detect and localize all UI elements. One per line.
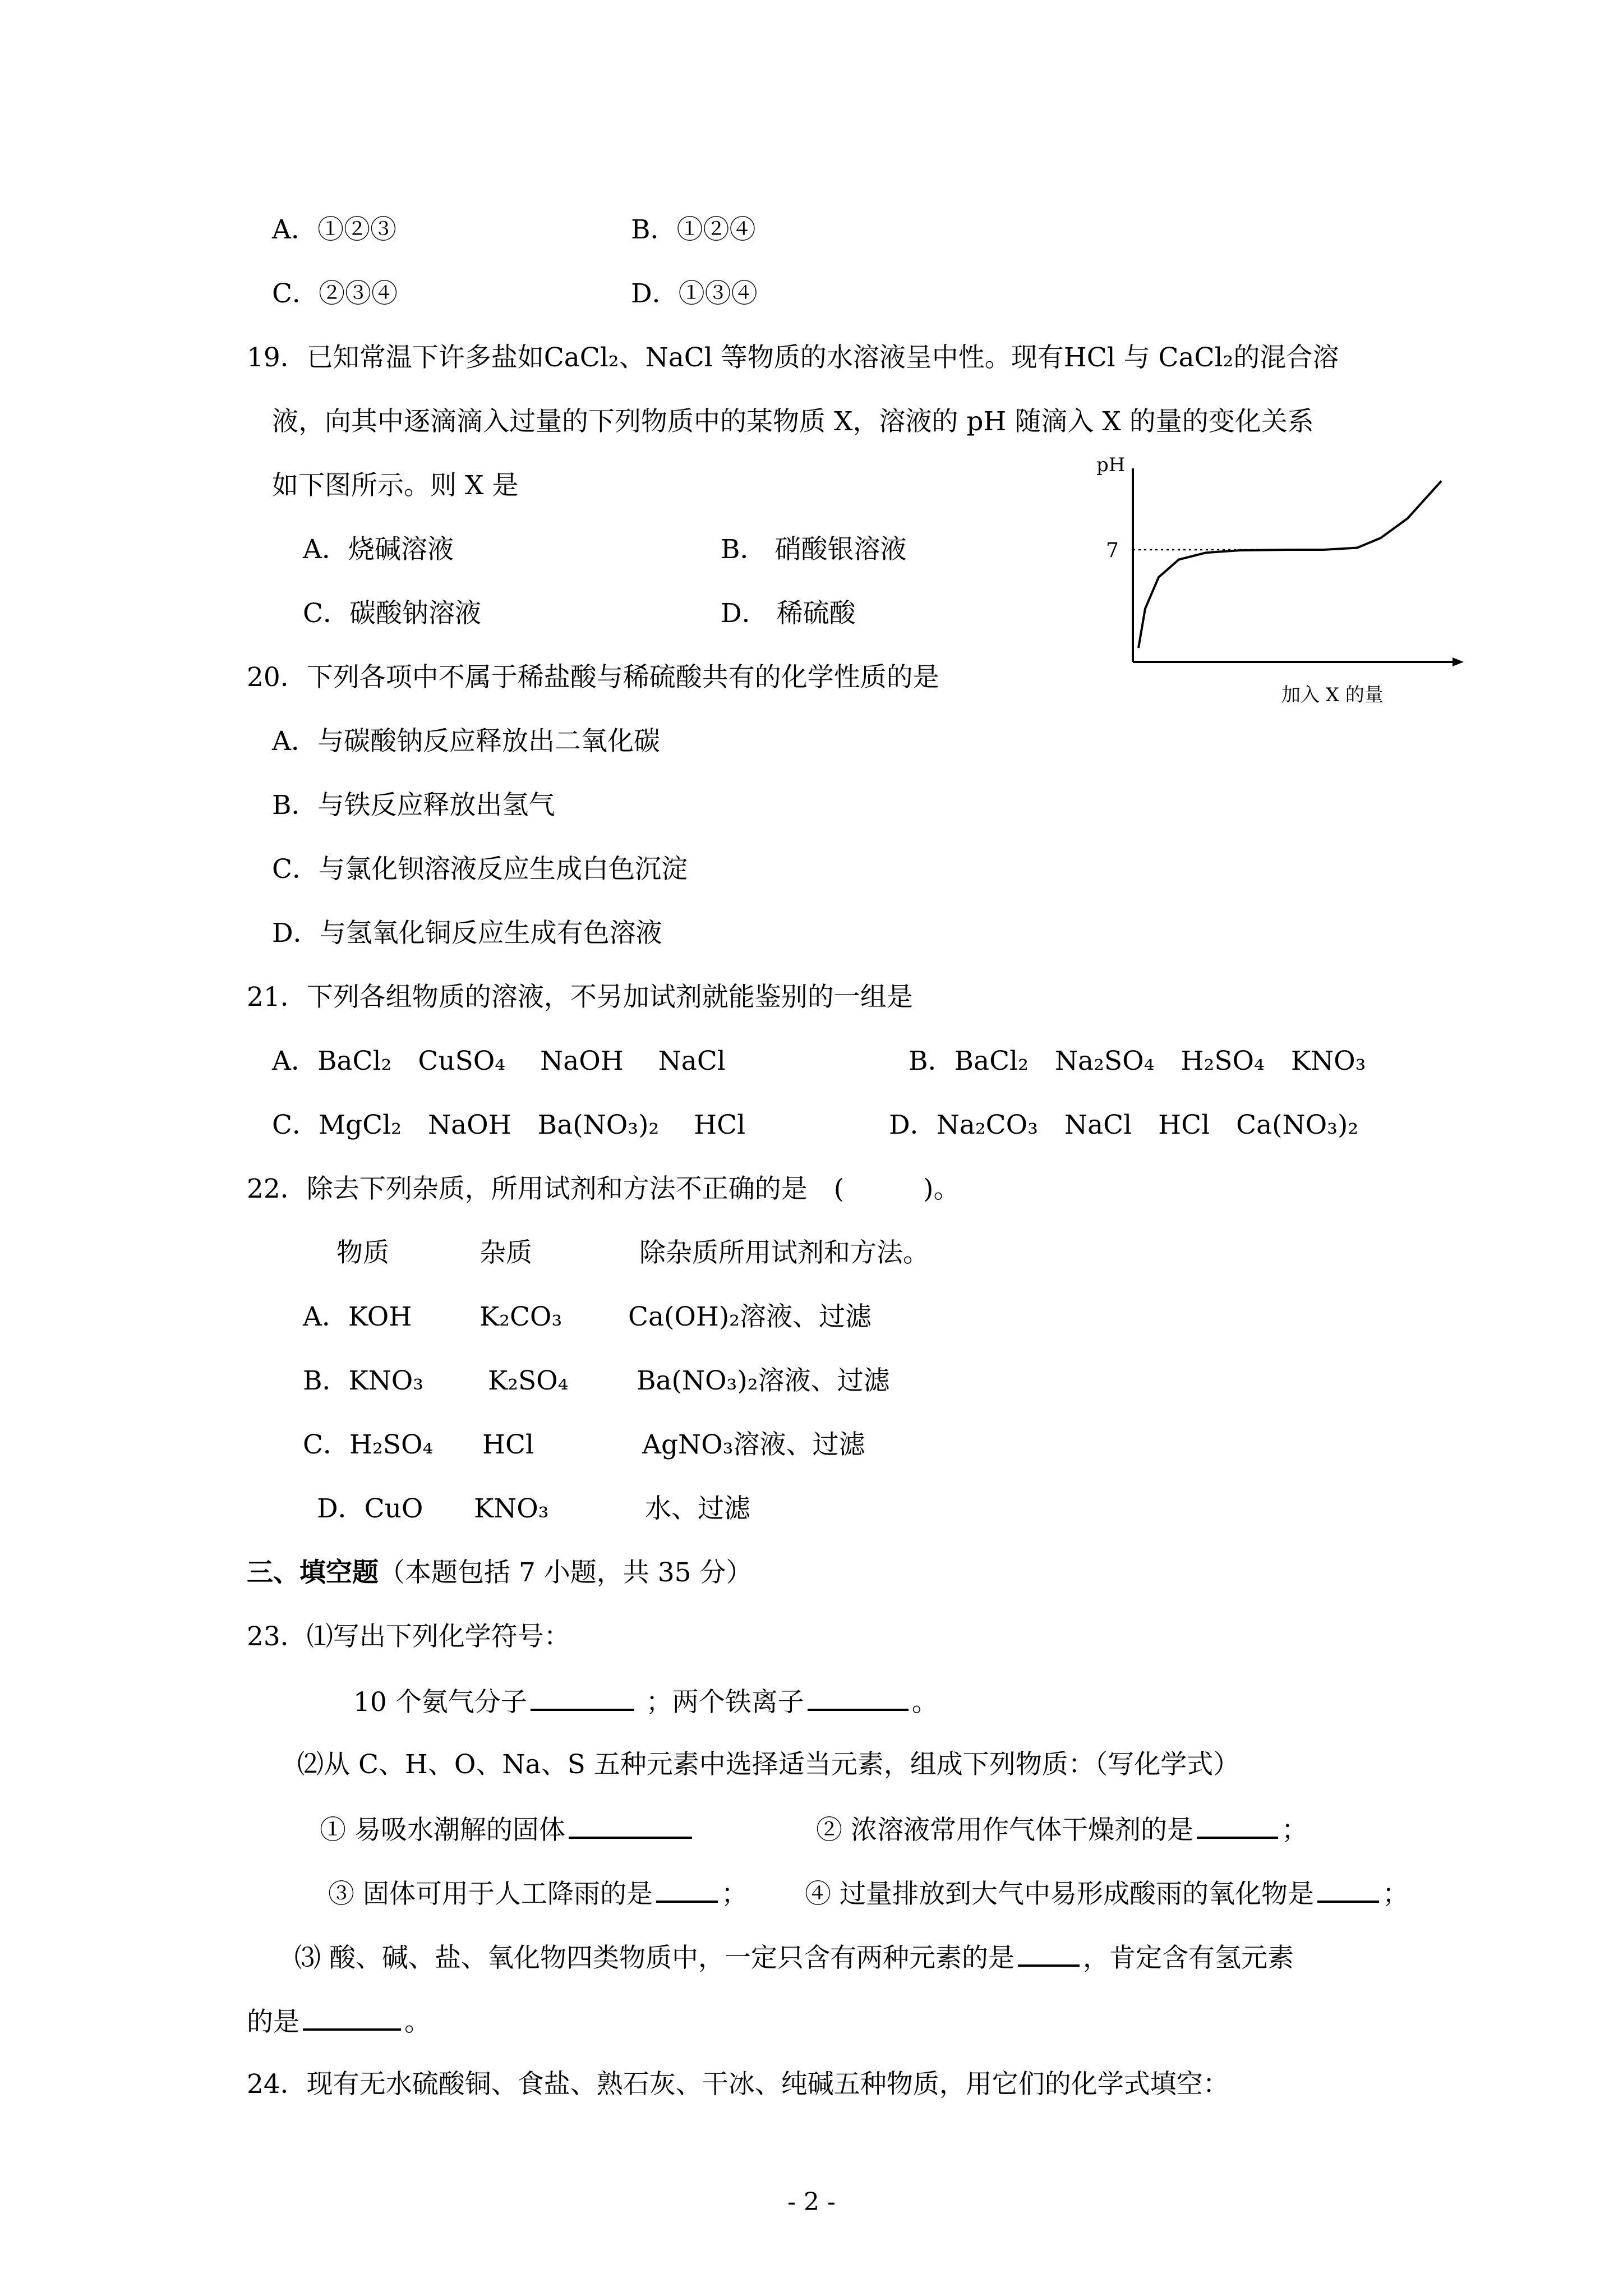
q22-row-a-substance: A．KOH <box>303 1301 412 1332</box>
q23-item3 <box>328 1876 748 1911</box>
q23-blank-item4[interactable] <box>1317 1876 1379 1903</box>
q22-row-d-method: 水、过滤 <box>645 1493 750 1524</box>
q19-option-a: A．烧碱溶液 <box>303 534 454 565</box>
q23-blank-item2[interactable] <box>1197 1812 1278 1839</box>
q19-stem-line2: 液，向其中逐滴滴入过量的下列物质中的某物质 X，溶液的 pH 随滴入 X 的量的变化关系 <box>272 406 1314 437</box>
q22-header-impurity: 杂质 <box>479 1237 532 1268</box>
q21-stem: 21．下列各组物质的溶液，不另加试剂就能鉴别的一组是 <box>247 982 913 1013</box>
section3-note: （本题包括 7 小题，共 35 分） <box>379 1557 753 1588</box>
q23-item4 <box>805 1876 1409 1911</box>
q23-part1 <box>353 1684 938 1719</box>
q19-option-b: B． 硝酸银溶液 <box>721 534 907 565</box>
q23-blank-item3[interactable] <box>656 1876 718 1903</box>
q23-p1-label-ammonia: 10 个氨气分子 <box>353 1687 527 1718</box>
q22-row-b-impurity: K₂SO₄ <box>488 1365 569 1396</box>
q20-option-c: C．与氯化钡溶液反应生成白色沉淀 <box>272 854 688 885</box>
q23-item3-end: ； <box>721 1879 748 1910</box>
q20-stem: 20．下列各项中不属于稀盐酸与稀硫酸共有的化学性质的是 <box>247 662 939 693</box>
q23-blank-ammonia[interactable] <box>531 1684 634 1711</box>
q21-option-a: A．BaCl₂ CuSO₄ NaOH NaCl <box>272 1046 726 1076</box>
chart-xlabel: 加入 X 的量 <box>1281 684 1384 706</box>
q21-option-b: B．BaCl₂ Na₂SO₄ H₂SO₄ KNO₃ <box>909 1046 1366 1076</box>
q19-option-c: C．碳酸钠溶液 <box>303 598 481 629</box>
q23-blank-two-elements[interactable] <box>1018 1940 1080 1967</box>
q18-option-d: D．①③④ <box>631 278 758 309</box>
q19-option-d: D． 稀硫酸 <box>721 598 856 629</box>
q18-option-a: A．①②③ <box>272 214 396 245</box>
chart-x-axis-arrow <box>1453 657 1464 666</box>
q23-part2: ⑵从 C、H、O、Na、S 五种元素中选择适当元素，组成下列物质：（写化学式） <box>297 1749 1240 1780</box>
q23-p1-label-iron-ion: ；两个铁离子 <box>645 1687 804 1718</box>
q19-stem-line3: 如下图所示。则 X 是 <box>272 470 519 501</box>
chart-series-line <box>1138 481 1441 648</box>
ph-curve-chart <box>1088 449 1481 712</box>
q23-p3-label-c: 的是 <box>247 2007 299 2037</box>
q20-option-d: D．与氢氧化铜反应生成有色溶液 <box>272 918 662 949</box>
q23-stem: 23．⑴写出下列化学符号： <box>247 1621 570 1652</box>
q23-item1-label: ① 易吸水潮解的固体 <box>320 1815 565 1846</box>
q22-row-d-impurity: KNO₃ <box>474 1493 549 1524</box>
q23-item4-end: ； <box>1382 1879 1409 1910</box>
q23-p3-end: 。 <box>404 2007 431 2037</box>
q22-row-b-substance: B．KNO₃ <box>303 1365 424 1396</box>
q23-blank-item1[interactable] <box>569 1812 692 1839</box>
q23-p3-label-a: ⑶ 酸、碱、盐、氧化物四类物质中，一定只含有两种元素的是 <box>294 1943 1015 1973</box>
q22-header-substance: 物质 <box>336 1237 389 1268</box>
q22-stem: 22．除去下列杂质，所用试剂和方法不正确的是 ( )。 <box>247 1174 960 1204</box>
q22-row-d-substance: D．CuO <box>317 1493 423 1524</box>
section3-heading <box>247 1556 752 1590</box>
page-number: - 2 - <box>787 2188 836 2216</box>
q23-part3 <box>294 1940 1294 1975</box>
q23-item2-label: ② 浓溶液常用作气体干燥剂的是 <box>816 1815 1193 1846</box>
q21-option-c: C．MgCl₂ NaOH Ba(NO₃)₂ HCl <box>272 1110 746 1140</box>
q22-row-c-method: AgNO₃溶液、过滤 <box>642 1429 865 1460</box>
chart-ylabel: pH <box>1096 454 1126 476</box>
q23-p1-end: 。 <box>911 1687 938 1718</box>
q20-option-b: B．与铁反应释放出氢气 <box>272 790 555 821</box>
q23-item2 <box>816 1812 1308 1847</box>
q23-blank-iron-ion[interactable] <box>808 1684 909 1711</box>
q18-option-c: C．②③④ <box>272 278 398 309</box>
q22-row-b-method: Ba(NO₃)₂溶液、过滤 <box>637 1365 890 1396</box>
q23-item1 <box>320 1812 695 1847</box>
q23-item4-label: ④ 过量排放到大气中易形成酸雨的氧化物是 <box>805 1879 1314 1910</box>
q23-p3-label-b: ，肯定含有氢元素 <box>1082 1943 1294 1973</box>
q22-row-c-substance: C．H₂SO₄ <box>303 1429 434 1460</box>
q22-row-a-method: Ca(OH)₂溶液、过滤 <box>628 1301 872 1332</box>
q24-stem: 24．现有无水硫酸铜、食盐、熟石灰、干冰、纯碱五种物质，用它们的化学式填空： <box>247 2069 1229 2100</box>
q23-blank-hydrogen[interactable] <box>303 2004 401 2031</box>
q22-row-c-impurity: HCl <box>482 1429 534 1460</box>
chart-y-tick-7: 7 <box>1106 539 1119 562</box>
q22-row-a-impurity: K₂CO₃ <box>479 1301 562 1332</box>
q20-option-a: A．与碳酸钠反应释放出二氧化碳 <box>272 726 660 757</box>
q21-option-d: D．Na₂CO₃ NaCl HCl Ca(NO₃)₂ <box>889 1110 1359 1140</box>
q23-part3-cont <box>247 2004 431 2039</box>
section3-title: 三、填空题 <box>247 1557 379 1588</box>
q18-option-b: B．①②④ <box>631 214 756 245</box>
q23-item2-end: ； <box>1281 1815 1308 1846</box>
q19-stem-line1: 19．已知常温下许多盐如CaCl₂、NaCl 等物质的水溶液呈中性。现有HCl 与 CaCl₂的混合溶 <box>247 342 1339 373</box>
q22-header-method: 除杂质所用试剂和方法。 <box>639 1237 929 1268</box>
q23-item3-label: ③ 固体可用于人工降雨的是 <box>328 1879 653 1910</box>
